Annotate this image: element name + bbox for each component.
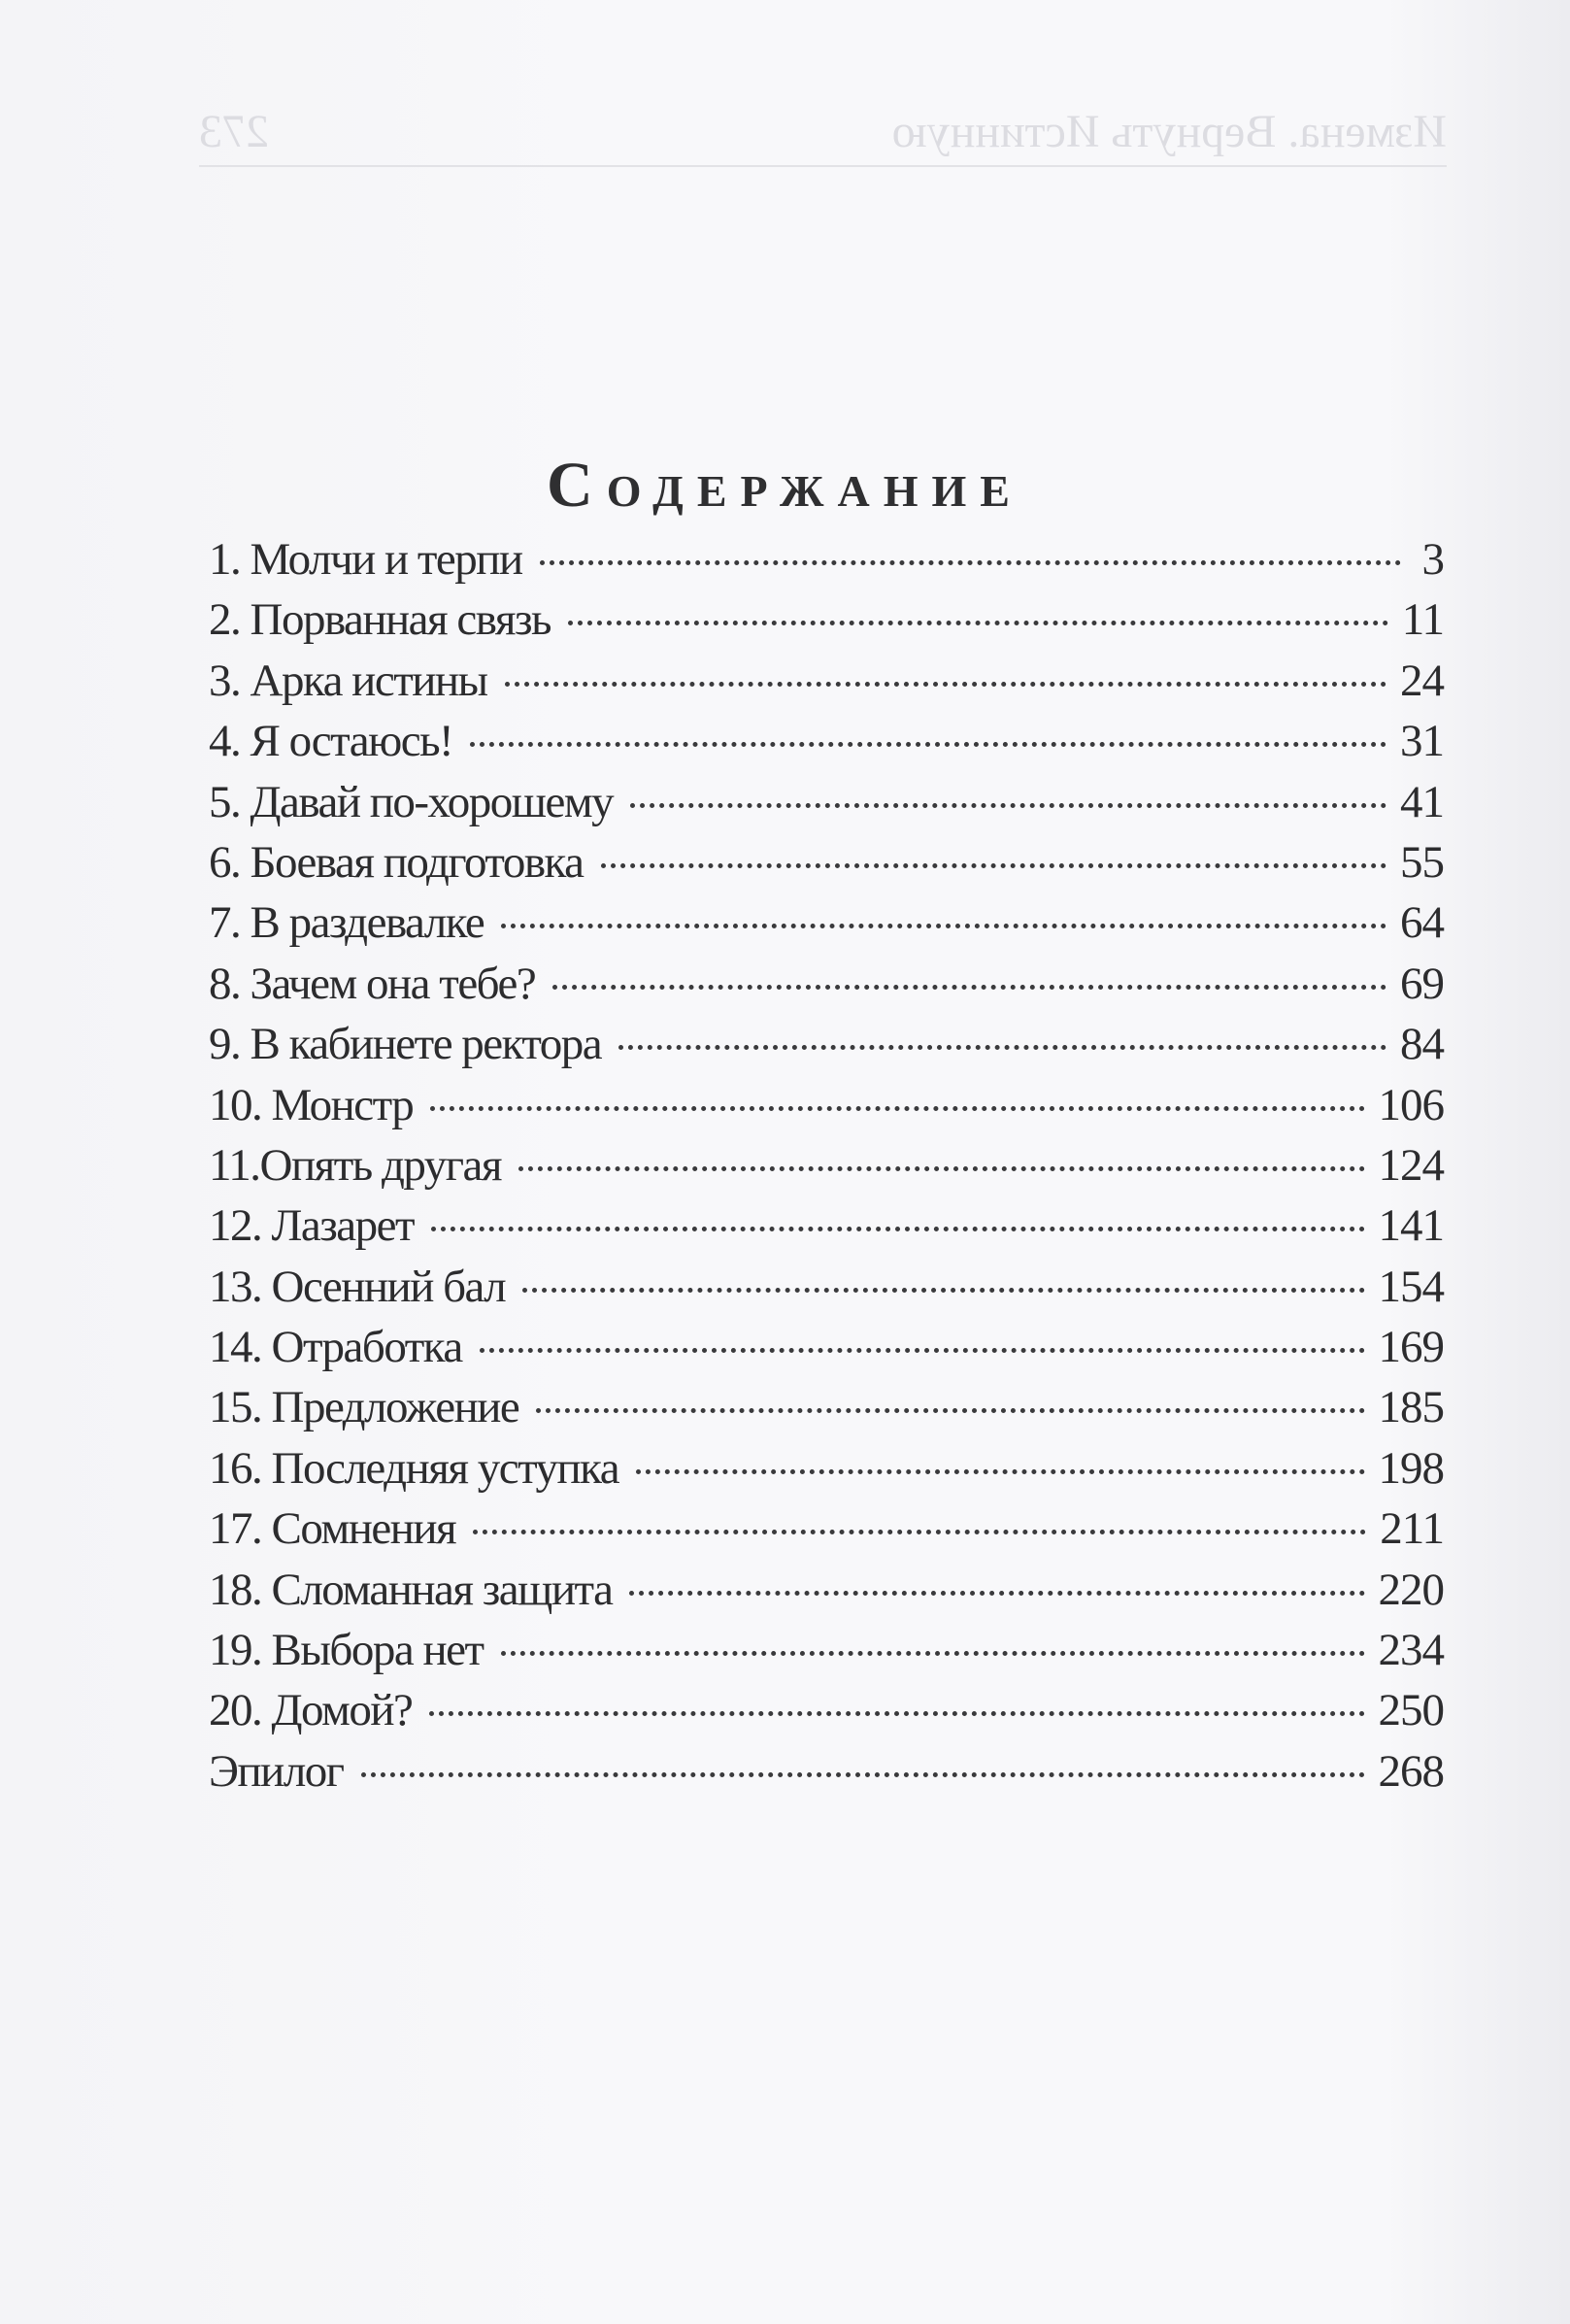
toc-entry-page: 169 xyxy=(1378,1322,1444,1373)
toc-entry-page: 11 xyxy=(1401,594,1444,646)
dot-leader xyxy=(601,863,1386,868)
toc-entry-label: 2. Порванная связь xyxy=(209,594,551,646)
toc-entry-page: 69 xyxy=(1400,958,1444,1009)
toc-entry[interactable] xyxy=(209,1741,1444,1802)
dot-leader xyxy=(522,1288,1364,1293)
toc-entry-label: 17. Сомнения xyxy=(209,1503,456,1555)
dot-leader xyxy=(518,1166,1365,1171)
toc-entry-label: 18. Сломанная защита xyxy=(209,1564,613,1615)
dot-leader xyxy=(480,1348,1365,1353)
toc-entry-label: 7. В раздевалке xyxy=(209,897,484,949)
dot-leader xyxy=(361,1772,1365,1777)
toc-entry-page: 185 xyxy=(1378,1382,1444,1433)
toc-entry-page: 106 xyxy=(1378,1079,1444,1130)
toc-entry[interactable] xyxy=(209,1680,1444,1740)
toc-entry-label: 15. Предложение xyxy=(209,1382,519,1433)
toc-entry-label: 11.Опять другая xyxy=(209,1139,501,1191)
dot-leader xyxy=(540,560,1401,565)
dot-leader xyxy=(431,1227,1364,1231)
toc-title: Содержание xyxy=(547,450,1023,522)
table-of-contents xyxy=(209,529,1444,1802)
toc-entry-page: 198 xyxy=(1378,1442,1444,1494)
toc-entry-page: 154 xyxy=(1378,1261,1444,1312)
dot-leader xyxy=(552,985,1386,990)
dot-leader xyxy=(636,1469,1364,1474)
toc-entry-label: 16. Последняя уступка xyxy=(209,1442,619,1494)
toc-entry-label: 14. Отработка xyxy=(209,1322,462,1373)
toc-entry-label: 9. В кабинете ректора xyxy=(209,1019,602,1070)
toc-entry-label: 20. Домой? xyxy=(209,1685,413,1736)
toc-entry-page: 3 xyxy=(1421,534,1444,585)
dot-leader xyxy=(429,1711,1364,1716)
toc-entry-page: 64 xyxy=(1400,897,1444,949)
dot-leader xyxy=(629,1591,1364,1596)
toc-entry-label: 19. Выбора нет xyxy=(209,1625,484,1676)
bleed-through-header-title: Измена. Вернуть Истинную xyxy=(891,106,1447,157)
dot-leader xyxy=(430,1106,1364,1111)
toc-entry-label: 6. Боевая подготовка xyxy=(209,836,584,888)
dot-leader xyxy=(501,924,1386,928)
toc-entry[interactable] xyxy=(209,1317,1444,1377)
toc-entry[interactable] xyxy=(209,1075,1444,1135)
dot-leader xyxy=(505,682,1386,687)
toc-entry-label: 3. Арка истины xyxy=(209,655,487,706)
toc-entry[interactable] xyxy=(209,1560,1444,1620)
toc-entry[interactable] xyxy=(209,589,1444,650)
toc-entry[interactable] xyxy=(209,1014,1444,1074)
dot-leader xyxy=(568,621,1388,625)
toc-entry-page: 24 xyxy=(1400,655,1444,706)
toc-entry-page: 211 xyxy=(1380,1503,1444,1555)
toc-entry[interactable] xyxy=(209,1135,1444,1196)
toc-entry[interactable] xyxy=(209,832,1444,893)
dot-leader xyxy=(473,1530,1366,1534)
toc-entry[interactable] xyxy=(209,1620,1444,1680)
toc-entry-page: 250 xyxy=(1378,1685,1444,1736)
toc-entry-page: 124 xyxy=(1378,1139,1444,1191)
dot-leader xyxy=(501,1651,1365,1656)
toc-entry[interactable] xyxy=(209,1499,1444,1559)
toc-entry-label: Эпилог xyxy=(209,1745,344,1797)
toc-entry-page: 31 xyxy=(1400,716,1444,767)
toc-entry[interactable] xyxy=(209,1257,1444,1317)
toc-entry[interactable] xyxy=(209,529,1444,589)
toc-entry[interactable] xyxy=(209,651,1444,711)
toc-entry-page: 41 xyxy=(1400,776,1444,827)
dot-leader xyxy=(630,803,1386,808)
toc-entry-page: 141 xyxy=(1378,1200,1444,1252)
toc-entry[interactable] xyxy=(209,711,1444,771)
toc-entry-page: 234 xyxy=(1378,1625,1444,1676)
toc-entry-label: 10. Монстр xyxy=(209,1079,414,1130)
toc-entry[interactable] xyxy=(209,1196,1444,1256)
toc-entry[interactable] xyxy=(209,772,1444,832)
dot-leader xyxy=(470,742,1386,747)
toc-entry-page: 220 xyxy=(1378,1564,1444,1615)
toc-entry[interactable] xyxy=(209,1377,1444,1437)
bleed-through-header-rule xyxy=(199,165,1447,167)
dot-leader xyxy=(618,1045,1386,1050)
toc-entry-page: 84 xyxy=(1400,1019,1444,1070)
toc-entry[interactable] xyxy=(209,893,1444,953)
toc-entry-label: 13. Осенний бал xyxy=(209,1261,506,1312)
toc-entry-label: 4. Я остаюсь! xyxy=(209,716,453,767)
toc-entry-page: 268 xyxy=(1378,1745,1444,1797)
toc-entry[interactable] xyxy=(209,954,1444,1014)
toc-entry-page: 55 xyxy=(1400,836,1444,888)
bleed-through-header xyxy=(199,105,1447,158)
toc-entry-label: 12. Лазарет xyxy=(209,1200,415,1252)
toc-entry-label: 1. Молчи и терпи xyxy=(209,534,522,585)
dot-leader xyxy=(536,1408,1364,1413)
bleed-through-header-page-number: 273 xyxy=(199,106,269,157)
toc-entry-label: 5. Давай по-хорошему xyxy=(209,776,614,827)
toc-entry-label: 8. Зачем она тебе? xyxy=(209,958,536,1009)
toc-entry[interactable] xyxy=(209,1438,1444,1499)
